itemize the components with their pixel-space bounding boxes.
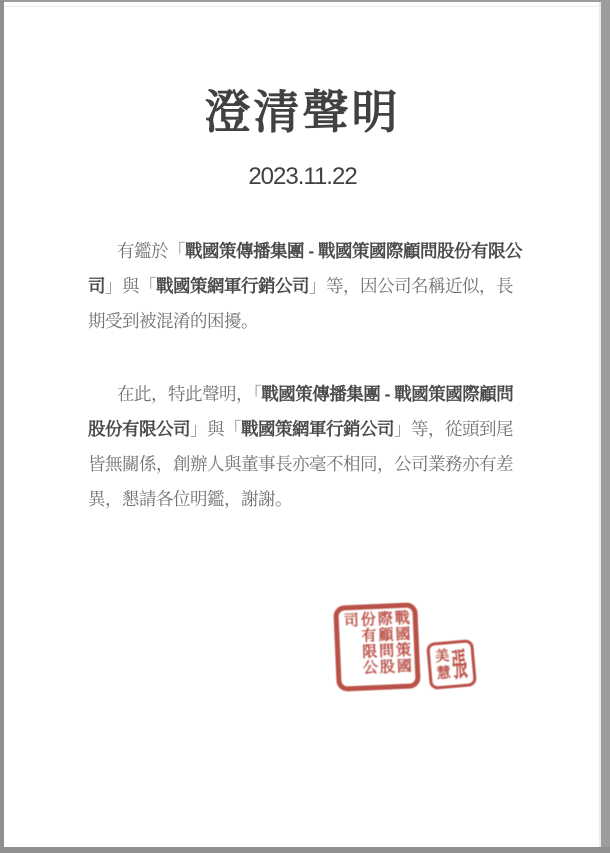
scan-edge-bottom	[0, 847, 610, 853]
company-name-bold: 戰國策傳播集團 - 戰國策國際顧問股份有限公	[185, 240, 523, 261]
personal-seal-char: 張	[450, 645, 469, 685]
document-content	[4, 0, 601, 555]
text-line	[88, 447, 513, 482]
text-run: 異，懇請各位明鑑，謝謝。	[88, 488, 292, 509]
paragraph	[88, 377, 514, 517]
company-name-bold: 戰國策傳播集團 - 戰國策國際顧問	[261, 383, 514, 404]
text-run: 在此，特此聲明，「	[117, 383, 262, 404]
document-date: 2023.11.22	[248, 162, 357, 190]
text-line	[88, 482, 500, 517]
personal-seal	[426, 639, 477, 690]
text-line	[88, 304, 500, 339]
company-name-bold: 股份有限公司	[88, 418, 190, 439]
text-line	[88, 234, 523, 269]
scan-edge-right	[601, 0, 610, 853]
text-line	[88, 377, 514, 412]
text-line	[88, 269, 513, 304]
company-name-bold: 司	[88, 275, 105, 296]
text-run: 皆無關係，創辦人與董事長亦毫不相同，公司業務亦有差	[88, 453, 513, 474]
personal-seal-char: 慧	[436, 664, 452, 682]
company-seal	[333, 602, 421, 692]
statement-body	[88, 234, 523, 517]
company-name-bold: 戰國策網軍行銷公司	[241, 418, 394, 439]
company-name-bold: 戰國策網軍行銷公司	[156, 275, 309, 296]
text-run: 」等，因公司名稱近似，長	[309, 275, 513, 296]
text-run: 有鑑於「	[117, 240, 185, 261]
document-title: 澄清聲明	[204, 86, 401, 138]
text-run: 」與「	[190, 418, 241, 439]
text-run: 」等，從頭到尾	[394, 418, 513, 439]
text-run: 」與「	[105, 275, 156, 296]
text-line	[88, 412, 513, 447]
personal-seal-char: 美	[434, 647, 450, 665]
paragraph	[88, 234, 523, 339]
company-seal-text: 戰國策國際顧問股份有限公司	[341, 609, 414, 676]
text-run: 期受到被混淆的困擾。	[88, 310, 258, 331]
personal-seal-left-column	[435, 648, 452, 683]
